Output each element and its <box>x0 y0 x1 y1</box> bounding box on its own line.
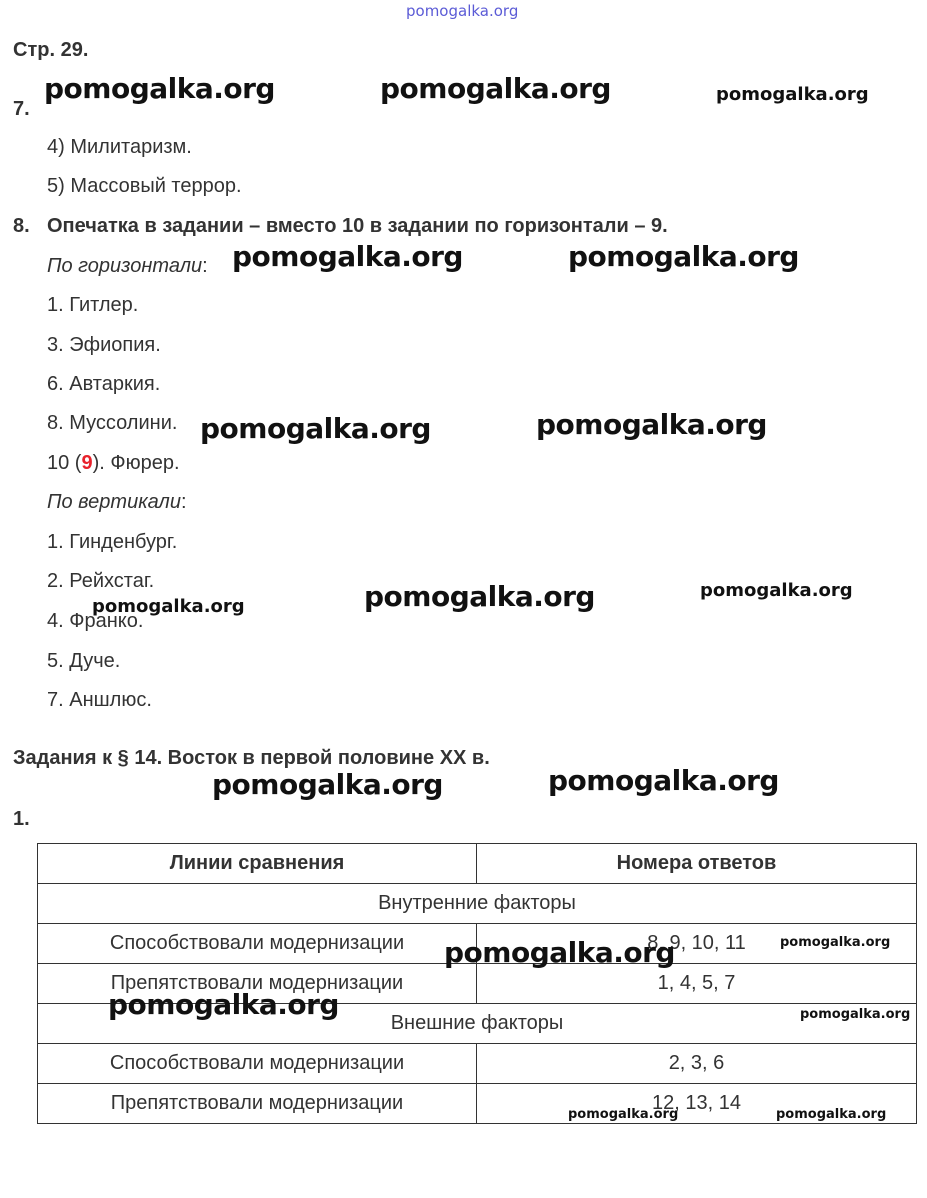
comparison-line-cell: Препятствовали модернизации <box>38 1084 477 1124</box>
answers-cell: 1, 4, 5, 7 <box>477 964 917 1004</box>
answers-cell: 12, 13, 14 <box>477 1084 917 1124</box>
group-label-external: Внешние факторы <box>38 1004 917 1044</box>
table-group-row <box>38 884 917 924</box>
watermark: pomogalka.org <box>444 936 675 969</box>
watermark: pomogalka.org <box>800 1007 911 1022</box>
top-watermark: pomogalka.org <box>406 2 519 20</box>
task8-typo-note: Опечатка в задании – вместо 10 в задании по горизонтали – 9. <box>47 215 668 237</box>
task8-number: 8. <box>13 215 30 237</box>
watermark: pomogalka.org <box>108 988 339 1021</box>
horizontal-label: По горизонтали <box>47 255 203 277</box>
watermark: pomogalka.org <box>44 72 275 105</box>
task7-item: 4) Милитаризм. <box>47 136 192 158</box>
horizontal-item: 8. Муссолини. <box>47 412 178 434</box>
watermark: pomogalka.org <box>716 84 869 105</box>
watermark: pomogalka.org <box>780 935 891 950</box>
table-row <box>38 1044 917 1084</box>
vertical-item: 4. Франко. <box>47 610 144 632</box>
watermark: pomogalka.org <box>548 764 779 797</box>
watermark: pomogalka.org <box>380 72 611 105</box>
vertical-heading <box>47 490 187 514</box>
page-ref: Стр. 29. <box>13 39 89 61</box>
horizontal-heading <box>47 254 208 278</box>
comparison-line-cell: Препятствовали модернизации <box>38 964 477 1004</box>
watermark: pomogalka.org <box>92 596 245 617</box>
horizontal-item-10 <box>47 451 180 475</box>
watermark: pomogalka.org <box>568 240 799 273</box>
watermark: pomogalka.org <box>700 580 853 601</box>
horizontal-item: 6. Автаркия. <box>47 373 161 395</box>
horizontal-colon: : <box>202 255 208 277</box>
vertical-item: 1. Гинденбург. <box>47 531 178 553</box>
watermark: pomogalka.org <box>568 1107 679 1122</box>
vertical-colon: : <box>180 491 187 513</box>
watermark: pomogalka.org <box>776 1107 887 1122</box>
table-header-row <box>38 844 917 884</box>
item10-corrected-number: 9 <box>81 452 93 474</box>
watermark: pomogalka.org <box>364 580 595 613</box>
answers-cell: 8, 9, 10, 11 <box>477 924 917 964</box>
column-header: Номера ответов <box>477 844 917 884</box>
item10-prefix: 10 ( <box>47 452 82 474</box>
vertical-label: По вертикали <box>47 491 181 513</box>
task1-number: 1. <box>13 808 30 830</box>
vertical-item: 7. Аншлюс. <box>47 689 152 711</box>
comparison-table <box>37 843 917 1124</box>
watermark: pomogalka.org <box>232 240 463 273</box>
vertical-item: 5. Дуче. <box>47 650 121 672</box>
group-label-internal: Внутренние факторы <box>38 884 917 924</box>
answers-cell: 2, 3, 6 <box>477 1044 917 1084</box>
watermark: pomogalka.org <box>200 412 431 445</box>
column-header: Линии сравнения <box>38 844 477 884</box>
horizontal-item: 1. Гитлер. <box>47 294 139 316</box>
horizontal-item: 3. Эфиопия. <box>47 334 161 356</box>
task7-item: 5) Массовый террор. <box>47 175 242 197</box>
comparison-line-cell: Способствовали модернизации <box>38 1044 477 1084</box>
comparison-line-cell: Способствовали модернизации <box>38 924 477 964</box>
vertical-item: 2. Рейхстаг. <box>47 570 155 592</box>
watermark: pomogalka.org <box>212 768 443 801</box>
task7-number: 7. <box>13 98 30 120</box>
item10-suffix: ). Фюрер. <box>92 452 180 474</box>
watermark: pomogalka.org <box>536 408 767 441</box>
section-title: Задания к § 14. Восток в первой половине XX в. <box>13 747 490 769</box>
